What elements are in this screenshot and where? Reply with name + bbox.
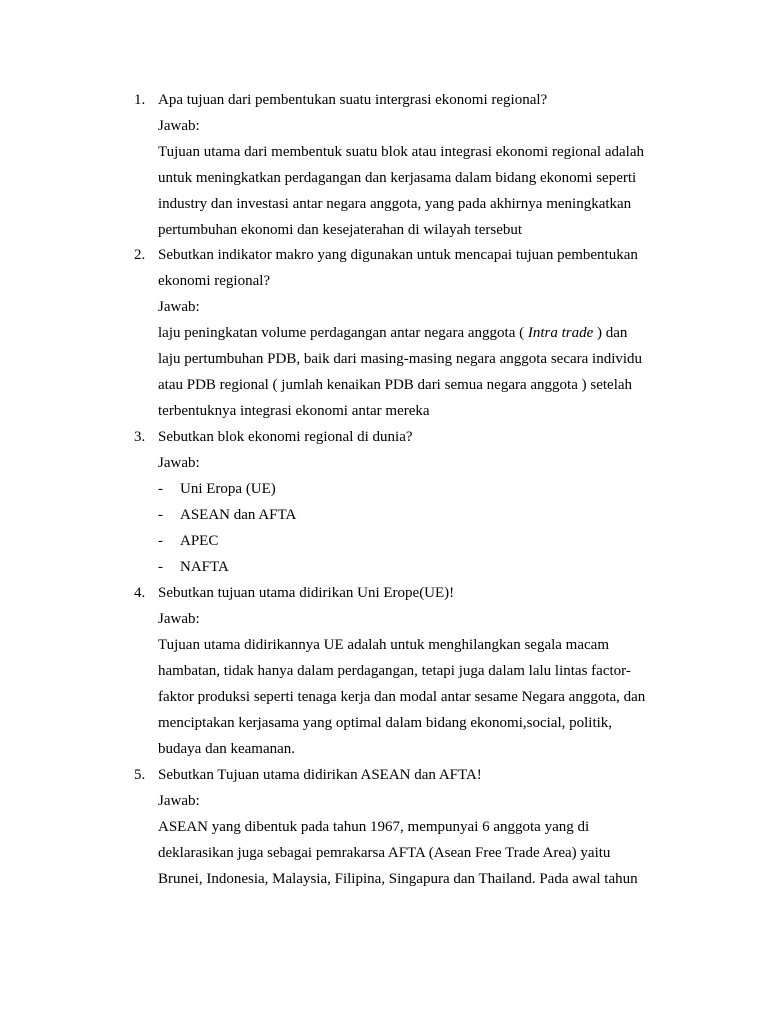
bullet-dash: - (158, 507, 163, 523)
question-text: Sebutkan tujuan utama didirikan Uni Erope(UE)! (158, 585, 455, 601)
question-number: 5. (134, 767, 146, 783)
document-page: 1. Apa tujuan dari pembentukan suatu intergrasi ekonomi regional? Jawab: Tujuan utama dari membentuk suatu blok atau integrasi ekonomi regional adalah untuk meningkatkan perdagangan dan kerjasama dalam bidang ekonomi seperti industry dan investasi antar negara anggota, yang pada akhirnya meningkatkan pertumbuhan ekonomi dan kesejaterahan di wilayah tersebut 2. Sebutkan indikator makro yang digunakan untuk mencapai tujuan pembentukan ekonomi regional? Jawab: laju peningkatan volume perdagangan antar negara anggota ( Intra trade ) dan laju pertumbuhan PDB, baik dari masing-masing negara anggota secara individu atau PDB regional ( jumlah kenaikan PDB dari semua negara anggota ) setelah terbentuknya integrasi ekonomi antar mereka 3. Sebutkan blok ekonomi regional di dunia? Jawab: - Uni Eropa (UE) - ASEAN dan AFTA - APEC - NAFTA 4. Sebutkan tujuan utama didirikan Uni Erope(UE)! Jawab: Tujuan utama didirikannya UE adalah untuk menghilangkan segala macam hambatan, tidak hanya dalam perdagangan, tetapi juga dalam lalu lintas factor- faktor produksi seperti tenaga kerja dan modal antar sesame Negara anggota, dan menciptakan kerjasama yang optimal dalam bidang ekonomi,social, politik, budaya dan keamanan. 5. Sebutkan Tujuan utama didirikan ASEAN dan AFTA! Jawab: ASEAN yang dibentuk pada tahun 1967, mempunyai 6 anggota yang di deklarasikan juga sebagai pemrakarsa AFTA (Asean Free Trade Area) yaitu Brunei, Indonesia, Malaysia, Filipina, Singapura dan Thailand. Pada awal tahun (134, 92, 646, 887)
bullet-dash: - (158, 481, 163, 497)
question-text: Apa tujuan dari pembentukan suatu intergrasi ekonomi regional? (158, 92, 548, 108)
question-text: Sebutkan Tujuan utama didirikan ASEAN dan AFTA! (158, 767, 482, 783)
question-number: 3. (134, 429, 146, 445)
question-text: Sebutkan indikator makro yang digunakan untuk mencapai tujuan pembentukan (158, 247, 638, 263)
question-text: Sebutkan blok ekonomi regional di dunia? (158, 429, 413, 445)
bullet-dash: - (158, 533, 163, 549)
italic-term: Intra trade (527, 325, 594, 341)
question-number: 2. (134, 247, 146, 263)
question-number: 4. (134, 585, 146, 601)
question-number: 1. (134, 92, 146, 108)
bullet-dash: - (158, 559, 163, 575)
